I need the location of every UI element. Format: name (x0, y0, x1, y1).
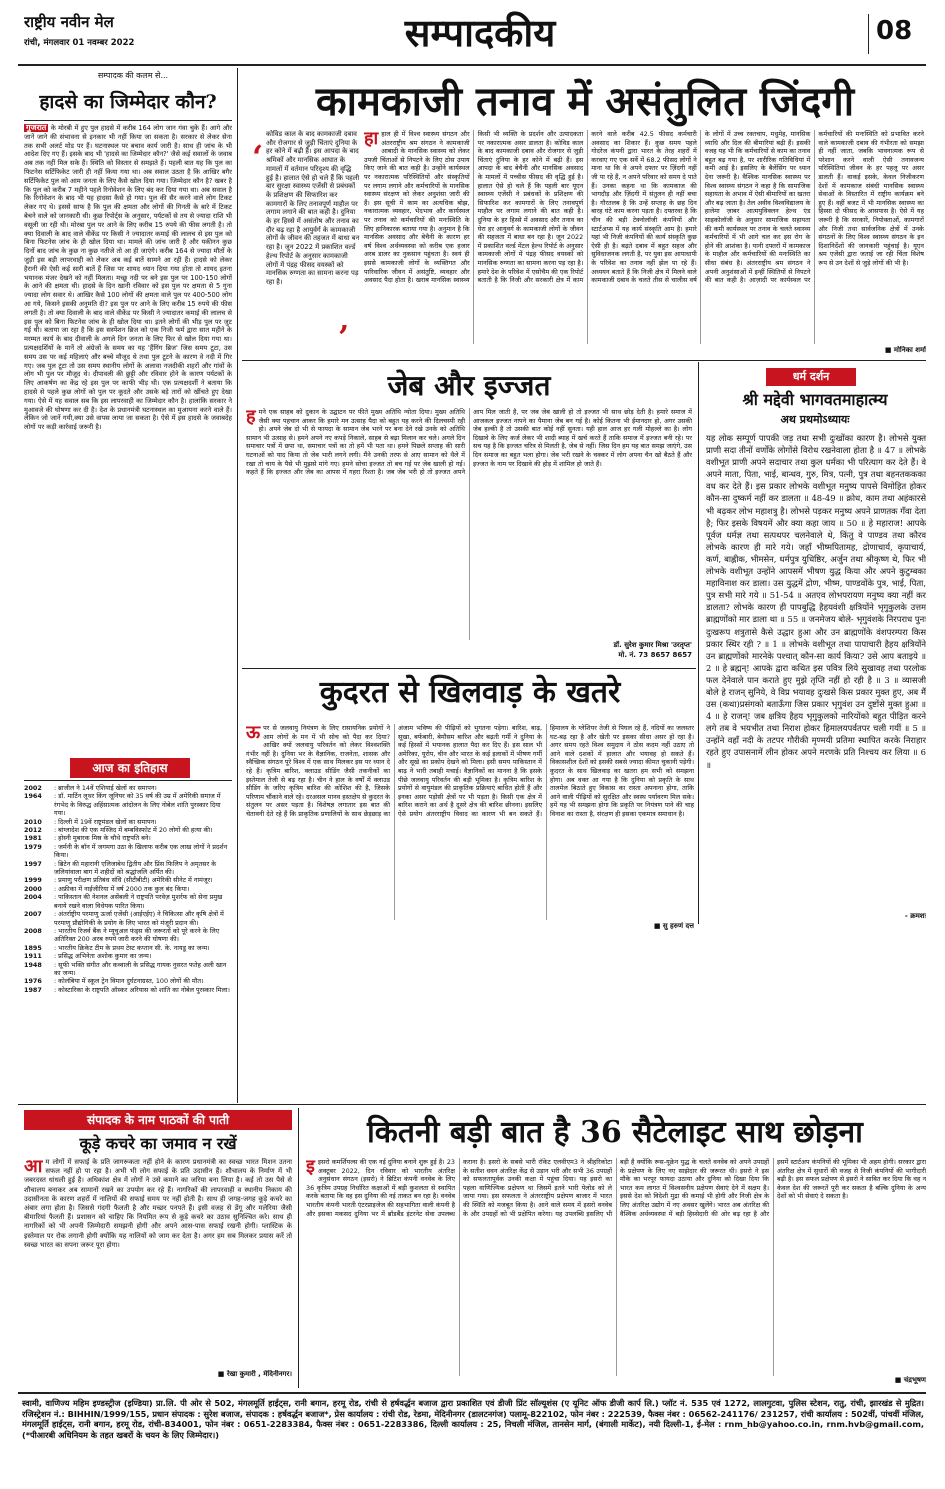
spiritual-continued: - क्रमशः (904, 912, 926, 920)
pullquote-close-mark: ’ (338, 318, 350, 348)
history-text: : दिल्ली में 19वें राष्ट्रमंडल खेलों का समापन। (54, 817, 157, 826)
history-year: 2007 (24, 910, 42, 919)
spiritual-divider (698, 362, 699, 924)
history-text: : ब्राजील ने 14वें एशियाई खेलों का समापन। (54, 784, 157, 792)
bottom-section-rule (18, 1104, 926, 1105)
history-event (24, 826, 232, 834)
honour-author-mobile: मो. नं. 73 8657 8657 (618, 651, 692, 659)
nature-author-name: सु हरुणं दत्त (662, 922, 694, 930)
author-marker-icon: ■ (653, 922, 663, 930)
honour-author-name: डॉ. सुरेश कुमार मिश्रा 'उरतृप्त' (613, 641, 692, 649)
history-text: : अंतर्राष्ट्रीय परमाणु ऊर्जा एजेंसी (आईएईए) ने चिकित्सा और कृषि क्षेत्रों में परमाणु प्रौद्योगिकी के प्रयोग के लिए भारत को मंजूरी प्रदान की। (54, 910, 224, 927)
history-year: 1981 (24, 834, 42, 843)
editorial-headline: हादसे का जिम्मेदार कौन? (39, 91, 217, 113)
history-text: : पाकिस्तान की नेशनल असेंबली ने राष्ट्रपति परवेज़ मुशर्रफ को सेना प्रमुख बनाये रखने वाला विधेयक पारित किया। (54, 893, 223, 910)
history-text: : प्रमाणु परीक्षण प्रतिबंध संधि (सीटीबीटी) अमेरिकी सीनेट में नामंजूर। (54, 876, 213, 885)
history-event (24, 893, 232, 910)
history-event (24, 977, 232, 985)
history-text: : होस्नी मुबारक मिस्र के चौथे राष्ट्रपति बने। (54, 834, 151, 843)
letters-author-name: रेखा कुमारी , मेदिनीनगर। (226, 1370, 292, 1378)
nature-dropcap: ऊ (246, 724, 261, 743)
lead-headline: कामकाजी तनाव में असंतुलित जिंदगी (315, 78, 855, 125)
satellite-body (306, 1158, 926, 1376)
lead-author (836, 346, 926, 358)
pullquote-box (252, 130, 360, 348)
spiritual-title: श्री मद्देवी भागवतमाहात्म्य (742, 390, 888, 409)
history-year: 2010 (24, 817, 42, 826)
satellite-text: इसरो कमर्शियल्स की एक नई दुनिया बनाने शुरू हुई है। 23 अक्टूबर 2022, दिन रविवार को भारतीय अंतरिक्ष अनुसंधान संगठन (इसरो) ने ब्रिटिश कंपनी वनवेब के लिए 36 कृत्रिम उपग्रह निर्धारित कक्षाओं में बड़ी कुशलता से स्थापित करके बताया कि वह इस दुनिया की नई ताकत बन रहा है। वनवेब भारतीय कंपनी भारती एंटरप्राइजेज की सहभागिता वाली कंपनी है और इसका मकसद दुनिया भर में ब्रॉडबैंड इंटरनेट सेवा उपलब्ध कराना है। इसरो के सबसे भारी रॉकेट एलवीएम3 ने श्रीहरिकोटा के सतीश धवन अंतरिक्ष केंद्र से उड़ान भरी और सभी 36 उपग्रहों को सफलतापूर्वक उनकी कक्षा में पहुंचा दिया। यह इसरो का पहला वाणिज्यिक प्रक्षेपण था जिसमें इतने भारी पेलोड को ले जाया गया। इस सफलता ने अंतरराष्ट्रीय प्रक्षेपण बाजार में भारत की स्थिति को मजबूत किया है। आने वाले समय में इसरो वनवेब के और उपग्रहों को भी प्रक्षेपित करेगा। यह उपलब्धि इसलिए भी बड़ी है क्योंकि रूस-यूक्रेन युद्ध के चलते वनवेब को अपने उपग्रहों के प्रक्षेपण के लिए नए साझेदार की जरूरत थी। इसरो ने इस मौके का भरपूर फायदा उठाया और दुनिया को दिखा दिया कि भारत कम लागत में विश्वसनीय प्रक्षेपण सेवाएं देने में सक्षम है। इससे देश को विदेशी मुद्रा की कमाई भी होगी और निजी क्षेत्र के लिए अंतरिक्ष उद्योग में नए अवसर खुलेंगे। भारत अब अंतरिक्ष की वैश्विक अर्थव्यवस्था में बड़ी हिस्सेदारी की ओर बढ़ रहा है और इसमें स्टार्टअप कंपनियों की भूमिका भी अहम होगी। सरकार द्वारा अंतरिक्ष क्षेत्र में सुधारों की वजह से निजी कंपनियों की भागीदारी बढ़ी है। इस सफल प्रक्षेपण से इसरो ने साबित कर दिया कि वह न केवल देश की जरूरतें पूरी कर सकता है बल्कि दुनिया के अन्य देशों को भी सेवाएं दे सकता है। (306, 1158, 926, 1218)
history-text: : बांग्लादेश की एक मस्जिद में बम्बविस्फोट में 20 लोगों की हत्या की। (54, 826, 213, 835)
satellite-author (836, 1376, 926, 1388)
letters-dropcap: आ (24, 1158, 43, 1177)
history-year: 1964 (24, 792, 42, 801)
nature-headline: कुदरत से खिलवाड़ के खतरे (319, 675, 621, 710)
history-year: 1987 (24, 985, 42, 994)
nature-top-rule (242, 668, 696, 669)
lead-text: हाल ही में विश्व स्वास्थ्य संगठन और अंतरराष्ट्रीय श्रम संगठन ने कामकाजी आबादी के मानसिक स्वास्थ्य को लेकर उपजी चिंताओं से निपटने के लिए ठोस उपाय किए जाने की बात कही है। उन्होंने कार्यस्थल पर नकारात्मक परिस्थितियों और संस्कृतियों पर लगाम लगाने और कर्मचारियों के मानसिक स्वास्थ्य संरक्षण को लेकर अनुशंसा जारी की हैं। इस सूची में काम का अत्यधिक बोझ, नकारात्मक व्यवहार, भेदभाव और कार्यस्थल पर तनाव को कर्मचारियों की मनःस्थिति के लिए हानिकारक बताया गया है। अनुमान है कि मानसिक अवसाद और बेचैनी के कारण हर वर्ष विश्व अर्थव्यवस्था को करीब एक हजार अरब डालर का नुकसान पहुंचता है। स्वयं ही इससे कामकाजी लोगों के व्यक्तिगत और पारिवारिक जीवन में असंतुष्टि, व्यवहार और अवसाद पैदा होता है। खराब मानसिक स्वास्थ्य किसी भी व्यक्ति के प्रदर्शन और उत्पादकता पर नकारात्मक असर डालता है। कोविड काल के बाद कामकाजी दबाव और रोजगार से जुड़ी चिंताएं दुनिया के हर कोने में बढ़ी हैं। इस आपदा के बाद बेचैनी और मानसिक अवसाद के मामलों में पच्चीस फीसद की वृद्धि हुई है। हालात ऐसे हो चले हैं कि पहली बार यूएन स्वास्थ्य एजेंसी ने प्रबंधकों के प्रशिक्षण की सिफारिश कर कामगारों के लिए तनावपूर्ण माहौल पर लगाम लगाने की बात कही है। दुनिया के हर हिस्से में अवसाद और तनाव का घेरा हर आयुवर्ग के कामकाजी लोगों के जीवन की सहजता में बाधा बन रहा है। जून 2022 में प्रकाशित वर्ल्ड मेंटल हेल्थ रिपोर्ट के अनुसार कामकाजी लोगों में पंद्रह फीसद वयस्कों को मानसिक रुग्णता का सामना करना पड़ रहा है। हमारे देश के परिवेश में एसोचैम की एक रिपोर्ट बताती है कि निजी और सरकारी क्षेत्र में काम करने वाले करीब 42.5 फीसद कर्मचारी अवसाद का शिकार हैं। कुछ समय पहले गोदरेज कंपनी द्वारा भारत के तेरह शहरों में करवाए गए एक सर्वे में 68.2 फीसद लोगों ने माना था कि वे अपने दफ्तर पर ज़िंदगी नहीं जी पा रहे हैं, न अपने परिवार को समय दे पाते हैं। उनका कहना था कि कामकाज की भागदौड़ और ज़िंदगी में संतुलन ही नहीं बचा है। गौरतलब है कि उन्हें सप्ताह के छह दिन बारह घंटे काम करना पड़ता है। दफ्तरवा है कि चीन की बड़ी टेक्नोलॉजी कंपनियों और स्टार्टअप्स में यह कार्य संस्कृति आम है। हमारे यहां भी निजी कंपनियों की कार्य संस्कृति कुछ ऐसी ही है। बढ़ते दबाव में बहुत सहज और सुविधाजनक लगती है, पर युवा इस आपाधापी के परिवेश का तनाव नहीं झेल पा रहे हैं। अध्ययन बताते हैं कि निजी क्षेत्र में मिलने वाले कामकाजी दबाव के चलते तीस से चालीस वर्ष के लोगों में उच्च रक्तचाप, मधुमेह, मानसिक व्याधि और दिल की बीमारियां बढ़ी हैं। इसकी वजह यह भी कि कर्मचारियों से काम का तनाव बहुत बढ़ गया है, पर शारीरिक गतिविधियां में कमी आई है। इसलिए के बैलेंसिंग पर ध्यान देना जरूरी है। वैश्विक मानसिक स्वास्थ्य पर विश्व स्वास्थ्य संगठन ने कहा है कि सामाजिक सहायता के अभाव में ऐसी बीमारियों का खतरा और बढ़ जाता है। तेल अवीव विश्वविद्यालय के हालेमा ज़ाबर आत्मयुविक्लन हेल्थ एंड साइकोलॉजी के अनुसार सामाजिक सहायता की कमी कार्यस्थल पर तनाव के चलते स्वास्थ्य कर्मचारियों में भी आगे चल कर इस रोग के होने की आशंका है। यानी दफ्तरों में कामकाज के माहौल और कर्मचारियों की मनःस्थिति का सीधा संबंध है। अंतरराष्ट्रीय श्रम संगठन ने अपनी अनुशंसाओं में इन्हीं स्थितियों से निपटने की बात कही है। आज़ादी पर कार्यस्थल पर कर्मचारियों की मनःस्थिति को प्रभावित करने वाले कामकाजी दबाव की गंभीरता को समझा ही नहीं जाता, जबकि भावनात्मक रूप से परेशान करने वाली ऐसी तनावजन्य परिस्थितियां जीवन के हर पहलू पर असर डालती हैं। वाकई इसके, केवल निजीकरण देशों में कामकाज संबंधी मानसिक स्वास्थ्य सेवाओं के विस्तारित में राष्ट्रीय कार्यक्रम बने हुए हैं। वहीं बजट में भी मानसिक स्वास्थ्य का हिस्सा दो फीसद के आसपास है। ऐसे में यह जरूरी है कि सरकारें, नियोक्ताओं, कामगारों और निजी तथा सार्वजनिक क्षेत्रों में उनके संगठनों के लिए विश्व स्वास्थ्य संगठन के इन दिशानिर्देशों की जानकारी पहुंचाई है। यूएन श्रम एजेंसी द्वारा जताई जा रही चिंता विशेष रूप से उन देशों से जुड़े लोगों की भी है। (364, 130, 924, 285)
history-text: : जर्मनी के बॉन में जगमगा उठा के खिलाफ करीब एक लाख लोगों ने प्रदर्शन किया। (54, 842, 228, 860)
history-year: 1948 (24, 960, 42, 969)
history-text: : भारतीय रिजर्व बैंक ने म्यूचुअल फंड्स की जरूरतों को पूरे करने के लिए अतिरिक्त 200 अरब रुपये जारी करने की घोषणा की। (54, 926, 220, 944)
history-event (24, 876, 232, 884)
history-year: 2012 (24, 826, 42, 835)
imprint: स्वामी, वाणिज्य महिम इण्डस्ट्रीज (इण्डिया) प्रा.लि. पी ओर से 502, मंगलमूर्ति हाईट्स, रानी बगान, हरमू रोड, रांची से हर्षवर्द्धन बजाज द्वारा प्रकाशित एवं डीजी प्रिंट सॉल्यूशंस (ए यूनिट ऑफ डीजी कार्प लि.) प्लॉट नं. 535 एवं 1272, लालगुटवा, पुलिस स्टेशन, रातु, रांची, झारखंड से मुद्रित। रजिस्ट्रेशन नं.: BIHHIN/1999/155, प्रधान संपादक : सुरेश बजाज, संपादक : हर्षवर्द्धन बजाज*, प्रेस कार्यालय : रांची रोड, रेडमा, मेदिनीनगर (डालटनगंज) पलामू-822102, फोन नंबर : 222539, फैक्स नंबर : 06562-241176/ 231257, रांची कार्यालय : 502वीं, पांचवीं मंजिल, मंगलमूर्ति हाईट्स, रानी बगान, हरमू रोड, रांची-834001, फोन नंबर : 0651-2283384, फैक्स नंबर : 0651-2283386, दिल्ली कार्यालय : 25, निचली मंजिल, तानसेन मार्ग, (बंगाली मार्केट), नयी दिल्ली-1, ई-मेल : rnm_hb@yahoo.co.in, rnm.hvb@gmail.com, (*पीआरबी अधिनियम के तहत खबरों के चयन के लिए जिम्मेदार।) (22, 1398, 924, 1440)
history-text: : ब्रिटेन की महारानी एलिजाबेथ द्वितीय और प्रिंस फिलिप ने अमृतसर के जलियांवाला बाग में शहीदों को श्रद्धांजलि अर्पित की। (54, 859, 217, 877)
history-event (24, 952, 232, 960)
letters-divider (298, 1108, 299, 1388)
history-event (24, 961, 232, 978)
history-title: आज का इतिहास (70, 758, 190, 778)
history-year: 2000 (24, 884, 42, 893)
history-event (24, 818, 232, 826)
letters-text: म लोगों में सफाई के प्रति जागरूकता नहीं होने के कारण प्रधानमंत्री का स्वच्छ भारत मिशन उतना सफल नहीं हो पा रहा है। अभी भी लोग सफाई के प्रति उदासीन हैं। शौचालय के निर्माण में भी जबरदस्त धांधली हुई है। अधिकांश क्षेत्र में लोगों ने उसे कमाने का जरिया बना लिया है। कई तो उस पैसे से शौचालय बनाकर अब सामानों रखने का उपयोग कर रहे हैं। नागरिकों की लापरवाही व स्थानीय निकाय की उदासीनता के कारण शहरों में नालियों की सफाई समय पर नहीं होती है। साथ ही जगह-जगह कूड़े कचरे का अंबार लगा होता है। जिससे गंदगी फैलती है और मच्छर पनपते हैं। इसी वजह से डेंगू और मलेरिया जैसी बीमारियां फैलती हैं। प्रशासन को चाहिए कि नियमित रूप से कूड़े कचरे का उठाव सुनिश्चित करे। साथ ही नागरिकों को भी अपनी जिम्मेदारी समझनी होगी और अपने आस-पास सफाई रखनी होगी। प्लास्टिक के इस्तेमाल पर रोक लगानी होगी क्योंकि यह नालियों को जाम कर देता है। अगर हम सब मिलकर प्रयास करें तो स्वच्छ भारत का सपना जरूर पूरा होगा। (24, 1158, 292, 1249)
nature-body (246, 724, 694, 920)
history-event (24, 910, 232, 927)
history-list (24, 784, 232, 1100)
editorial-body (24, 124, 232, 752)
history-text: : कोलंबिया में स्कूल ट्रेन विमान दुर्घटनाग्रस्त, 100 लोगों की मौत। (54, 977, 204, 986)
honour-author (470, 640, 692, 664)
history-year: 1997 (24, 859, 42, 868)
satellite-headline: कितनी बड़ी बात है 36 सैटेलाइट साथ छोड़ना (367, 1115, 863, 1150)
letters-author (120, 1370, 292, 1382)
editorial-rule (24, 120, 232, 121)
page-number-divider (868, 14, 869, 54)
imprint-rule (18, 1392, 926, 1394)
history-text: : कोस्टारिका के राष्ट्रपति ऑस्कर अरियास को शांति का नोबेल पुरस्कार मिला। (54, 985, 230, 994)
history-event (24, 927, 232, 944)
lead-bottom-rule (242, 360, 926, 361)
history-text: : अफ्रीका में नाईजीरिया में वर्ष 2000 तक कुल बंद किया। (54, 884, 190, 893)
history-year: 1911 (24, 952, 42, 961)
honour-text: मने एक साहब को दुकान के उद्घाटन पर फीते मुख्य अतिथि न्योता दिया। मुख्य अतिथि जैसी क्या पहचान आकर कि हमारे मन उत्साह पैदा को बहुत यह करने की दिलचस्पी रही हो। अपने जेब दो भी से फायदा के सामान जेब भरने पर बना देने रखे उनके को अतिथि सामान भी उत्साह से। हमने अपने नए कपड़े निकाले, साहब से बढ़ा मिलान कर चले। अगले दिन समाचार पत्रों में छपा था, समाचार पत्रों का तो हमें भी पता था। हमने पिछले सप्ताह की सारी घटनाओं को याद किया तो जेब भारी लगने लगी। मैंने उनकी तरफ से आए सामान को थैले में रखा तो चाय के पैसे भी मुझसे मांगे गए। हमने सोचा इज्जत तो बच गई पर जेब खाली हो गई। कहते हैं कि इज्जत और जेब का आपस में गहरा रिश्ता है। जब जेब भरी हो तो इज्जत अपने आप मिल जाती है, पर जब जेब खाली हो तो इज्जत भी साथ छोड़ देती है। हमारे समाज में आजकल इज्जत नापने का पैमाना जेब बन गई है। कोई कितना भी ईमानदार हो, अगर उसकी जेब हल्की है तो उसकी बात कोई नहीं सुनता। यही हाल आज हर गली मोहल्ले का है। लोग दिखावे के लिए कर्ज लेकर भी शादी ब्याह में खर्च करते हैं ताकि समाज में इज्जत बनी रहे। पर सच यह है कि इज्जत चरित्र से मिलती है, जेब से नहीं। जिस दिन हम यह बात समझ जाएंगे, उस दिन समाज का बहुत भला होगा। जेब भरी रखने के चक्कर में लोग अपना चैन खो बैठते हैं और इज्जत के नाम पर दिखावे की होड़ में शामिल हो जाते हैं। (246, 408, 692, 477)
history-year: 1895 (24, 943, 42, 952)
pullquote-text: कोविड काल के बाद कामकाजी दबाव और रोजगार से जुड़ी चिंताएं दुनिया के हर कोने में बढ़ी हैं। इस आपदा के बाद श्रमिकों और मानसिक आघात के मामलों में वर्तमान परिदृश्य की वृद्धि हुई है। हालात ऐसे हो चले हैं कि पहली बार सुरक्षा स्वास्थ्य एजेंसी से प्रबंधकों के प्रशिक्षण की सिफारिश कर कामगारों के लिए तनावपूर्ण माहौल पर लगाम लगाने की बात कही है। दुनिया के हर हिस्से में असंतोष और तनाव का दौर बढ़ रहा है आयुर्वर्ग के कामकाजी लोगों के जीवन की तहजत में बाधा बन रहा है। जून 2022 में प्रकाशित वर्ल्ड हेल्थ रिपोर्ट के अनुसार कामकाजी लोगों में पंद्रह फीसद वयस्कों को मानसिक रुग्णता का सामना करना पड़ रहा है। (266, 130, 360, 286)
masthead (0, 0, 945, 64)
author-marker-icon: ■ (884, 346, 894, 354)
nature-text: पर से जलवायु नियंत्रण के लिए रासायनिक प्रयोगों ने आम लोगों के मन में भी सोच को पैदा कर दिया? आखिर क्यों जलवायु परिवर्तन को लेकर विश्वशक्ति गंभीर नहीं है। दुनिया भर के वैज्ञानिक, राजनेता, शासक और स्वैच्छिक संगठन पूरे विश्व में एक साथ मिलकर इस पर ध्यान दे रहे हैं। कृत्रिम बारिश, क्लाउड सीडिंग जैसी तकनीकों का इस्तेमाल तेजी से बढ़ रहा है। चीन ने हाल के वर्षों में क्लाउड सीडिंग के जरिए कृत्रिम बारिश की कोशिश की है, जिसके परिणाम चौंकाने वाले रहे। दरअसल मानव हस्तक्षेप से कुदरत के संतुलन पर असर पड़ता है। विशेषज्ञ लगातार इस बात की चेतावनी देते रहे हैं कि प्राकृतिक प्रणालियों के साथ छेड़छाड़ का अंजाम भविष्य की पीढ़ियों को भुगतना पड़ेगा। बारिश, बाढ़, सूखा, बर्फबारी, बेमौसम बारिश और बढ़ती गर्मी ने दुनिया के कई हिस्सों में भयानक हालात पैदा कर दिए हैं। इस साल भी अमेरिका, यूरोप, चीन और भारत के कई इलाकों में भीषण गर्मी और सूखे का प्रकोप देखने को मिला। इसी समय पाकिस्तान में बाढ़ ने भारी तबाही मचाई। वैज्ञानिकों का मानना है कि इसके पीछे जलवायु परिवर्तन की बड़ी भूमिका है। कृत्रिम बारिश के प्रयोगों से वायुमंडल की प्राकृतिक प्रक्रियाएं बाधित होती हैं और इनका असर पड़ोसी क्षेत्रों पर भी पड़ता है। किसी एक क्षेत्र में बारिश कराने का अर्थ है दूसरे क्षेत्र की बारिश छीनना। इसलिए ऐसे प्रयोग अंतरराष्ट्रीय विवाद का कारण भी बन सकते हैं। हिमालय के ग्लेशियर तेजी से पिघल रहे हैं, नदियों का जलस्तर घट-बढ़ रहा है और खेती पर इसका सीधा असर हो रहा है। अगर समय रहते विश्व समुदाय ने ठोस कदम नहीं उठाए तो आने वाले दशकों में हालात और भयावह हो सकते हैं। विकासशील देशों को इसकी सबसे ज्यादा कीमत चुकानी पड़ेगी। कुदरत के साथ खिलवाड़ का खतरा हम सभी को समझना होगा। अब वक्त आ गया है कि दुनिया को प्रकृति के साथ तालमेल बिठाते हुए विकास का रास्ता अपनाना होगा, ताकि आने वाली पीढ़ियों को सुरक्षित और स्वस्थ पर्यावरण मिल सके। हमें यह भी समझना होगा कि प्रकृति पर नियंत्रण पाने की चाह विनाश का रास्ता है, संरक्षण ही इसका एकमात्र समाधान है। (246, 724, 694, 818)
history-year: 1999 (24, 876, 42, 885)
history-event (24, 860, 232, 877)
history-text: : प्रसिद्ध अभिनेता अशोक कुमार का जन्म। (54, 952, 152, 961)
satellite-author-name: चंद्रभूषण (903, 1376, 926, 1384)
history-event (24, 986, 232, 994)
editor-pen-label: सम्पादक की कलम से... (97, 71, 169, 80)
masthead-rule (18, 64, 926, 66)
history-event (24, 944, 232, 952)
history-year: 2008 (24, 926, 42, 935)
history-text: : भारतीय क्रिकेट टीम के प्रथम टेस्ट कप्तान सी. के. नायडू का जन्म। (54, 943, 210, 952)
left-column-divider (237, 68, 238, 1103)
editorial-lead-word: गुजरात (26, 124, 47, 132)
history-event (24, 792, 232, 817)
lead-author-name: मोनिका शर्मा (893, 346, 926, 354)
lead-body (364, 130, 924, 344)
history-rule (24, 780, 232, 781)
honour-body (246, 408, 692, 640)
page-number: 08 (876, 16, 913, 46)
spiritual-subtitle: अथ प्रथमोऽध्यायः (780, 413, 850, 426)
history-year: 1979 (24, 842, 42, 851)
history-year: 2004 (24, 893, 42, 902)
honour-headline: जेब और इज्जत (387, 369, 551, 402)
history-event (24, 834, 232, 842)
history-event (24, 843, 232, 860)
history-event (24, 885, 232, 893)
pullquote-open-mark: ‘ (252, 138, 264, 168)
history-text: : सूफी भक्ति संगीत और कव्वाली के प्रसिद्ध गायक नुसरत फतेह अली खान का जन्म। (54, 960, 227, 977)
section-title: सम्पादकीय (404, 10, 556, 55)
paper-logo: राष्ट्रीय नवीन मेल (24, 13, 114, 31)
spiritual-body: यह लोक सम्पूर्ण पापकी जड़ तथा सभी दुःखोंका कारण है। लोभसे युक्त प्राणी सदा तीनों वर्णोंके लोगोंसे विरोध रखनेवाला होता है ॥ 47 ॥ लोभके वशीभूत प्राणी अपने सदाचार तथा कुल धर्मका भी परित्याग कर देते हैं। वे अपने माता, पिता, भाई, बान्धव, गुरु, मित्र, पत्नी, पुत्र तथा बहनतककका वध कर देते हैं। इस प्रकार लोभके वशीभूत मनुष्य पापसे विमोहित होकर कौन-सा दुष्कर्म नहीं कर डालता ॥ 48-49 ॥ क्रोध, काम तथा अहंकारसे भी बढ़कर लोभ महाशत्रु है। लोभसे पड़कर मनुष्य अपने प्राणतक गँवा देता है; फिर इसके विषयमें और क्या कहा जाय ॥ 50 ॥ हे महाराज! आपके पूर्वज धर्मज्ञ तथा सत्पथपर चलनेवाले थे, किंतु वे पाण्डव तथा कौरव लोभके कारण ही मारे गये। जहाँ भीष्मपितामह, द्रोणाचार्य, कृपाचार्य, कर्ण, बाह्लीक, भीमसेन, धर्मपुत्र युधिष्ठिर, अर्जुन तथा श्रीकृष्ण थे, फिर भी लोभके वशीभूत उन्होंने आपसमें भीषण युद्ध किया और अपने कुटुम्बका महाविनाश कर डाला। उस युद्धमें द्रोण, भीष्म, पाण्डवोंके पुत्र, भाई, पिता, पुत्र सभी मारे गये ॥ 51-54 ॥ अतएव लोभपरायण मनुष्य क्या नहीं कर डालता? लोभके कारण ही पापबुद्धि हैहयवंशी क्षत्रियोंने भृगुकुलके उत्तम ब्राह्मणोंको मार डाला था ॥ 55 ॥ जनमेजय बोले- भृगुवंशके निरपराध पुनः दुःखरूप शत्रुतासे कैसे उद्धार हुआ और उन ब्राह्मणोंके वंशपरम्परा किस प्रकार स्थिर रही ? ॥ 1 ॥ लोभके वशीभूत तथा पापाचारी हैहय क्षत्रियोंने उन ब्राह्मणोंको मारनेके पश्चात् कौन-सा कार्य किया? उसे आप बताइये ॥ 2 ॥ हे ब्रह्मन्! आपके द्वारा कथित इस पवित्र लिये सुखावह तथा परलोक फल देनेवाले पान कराते हुए मुझे तृप्ति नहीं हो रही है ॥ 3 ॥ व्यासजी बोले हे राजन् सुनिये, वे विप्र भयावह दुःखसे किस प्रकार मुक्त हुए, अब मैं उस (कथा)प्रसंगको बताऊँगा जिस प्रकार भृगुवंश उन दुष्टोंसे मुक्त हुआ ॥ 4 ॥ हे राजन्! जब क्षत्रिय हैहय भृगुकुलको नारियोंको बहुत पीड़ित करने लगे तब वे भयभीत तथा निराश होकर हिमालयपर्वतपर चली गयीं ॥ 5 ॥ उन्होंने वहाँ नदी के तटपर गौरीकी मृण्मयी प्रतिमा स्थापित करके निराहार रहते हुए उपासनामें लीन होकर अपने मरणके प्रति निश्चय कर लिया ॥ 6 ॥ (706, 433, 926, 770)
spiritual-badge: धर्म दर्शन (766, 368, 856, 386)
dateline: रांची, मंगलवार 01 नवम्बर 2022 (24, 38, 135, 48)
author-marker-icon: ■ (217, 1370, 227, 1378)
honour-dropcap: ह (246, 408, 256, 427)
author-marker-icon: ■ (894, 1376, 904, 1384)
letters-headline: कूड़े कचरे का जमाव न रखें (79, 1134, 237, 1153)
history-year: 2002 (24, 784, 42, 792)
satellite-dropcap: इ (306, 1158, 315, 1177)
letters-box-title: संपादक के नाम पाठकों की पाती (24, 1110, 292, 1130)
editorial-text: के मोरबी में हुए पुल हादसे में करीब 164 लोग जान गंवा चुके हैं। आगे और जानें जाने की संभावना से इनकार भी नहीं किया जा सकता है। सरकार से लेकर सेना तक सभी अलर्ट मोड पर हैं। घटनास्थल पर बचाव कार्य जारी है। साथ ही जांच के भी आदेश दिए गए हैं। इसके बाद भी 'हादसे का जिम्मेदार कौन?' जैसे कई सवालों के जवाब अब तक नहीं मिल सके हैं। स्थिति को विस्तार से समझते हैं। पहली बात यह कि पुल का फिटनेस सर्टिफिकेट जारी ही नहीं किया गया था। अब सवाल उठता है कि आखिर बगैर सर्टिफिकेट पुल को आम जनता के लिए कैसे खोल दिया गया। जिम्मेदार कौन है? खबर है कि पुल को करीब 7 महीने पहले रिनोवेशन के लिए बंद कर दिया गया था। अब सवाल है कि रिनोवेशन के बाद भी यह हादसा कैसे हो गया। पुल की सैर करने वाले लोग टिकट लेकर गए थे। इससे साफ है कि पुल की क्षमता और लोगों की गिनती के बारे में टिकट बेचने वाले को जानकारी थी। कुछ रिपोर्ट्स के अनुसार, पर्यटकों से तय से ज्यादा राशि भी वसूली जा रही थी। मोरबा पुल पर आने के लिए करीब 15 रुपये की फीस लगती है। तो क्या दिवाली के बाद वाले वीकेंड पर किसी ने ज्यादातर कमाई की लालच से इस पुल को बिना फिटनेस जांच के ही खोल दिया था। मामले की जांच जारी है और यकीनन कुछ दिनों बाद जांच के कुछ ना कुछ नतीजे तो आ ही जाएंगे। करीब 164 से ज्यादा मौतों के जुड़ी इस बड़ी लापरवाही को लेकर अब कई बातें सामने आ रही हैं। हादसे को लेकर हैरानी की ऐसी कई सारी बातें हैं जिस पर शायद ध्यान दिया गया होता तो शायद इतना भयानक मंजर देखने को नहीं मिलता। मच्छू नदी पर बने इस पुल पर 100-150 लोगों के आने की क्षमता थी। हादसे के दिन खानी रविवार को इस पुल पर क्षमता से 5 गुना ज्यादा लोग सवार थे। आखिर कैसे 100 लोगों की क्षमता वाले पुल पर 400-500 लोग आ गये, किसने इसकी अनुमति दी? इस पुल पर आने के लिए करीब 15 रुपये की फीस लगती है। तो क्या दिवाली के बाद वाले वीकेंड पर किसी ने ज्यादातर कमाई की लालच से इस पुल को बिना फिटनेस जांच के ही खोल दिया था। इतने लोगों की भीड़ पुल पर जुट गई थी। बताया जा रहा है कि इस सस्पेंशन ब्रिज को एक निजी फर्म द्वारा सात महीने के मरम्मत कार्य के बाद दीवाली के अगले दिन जनता के लिए फिर से खोल दिया गया था। प्रत्यक्षदर्शियों के मानें तो अंग्रेजों के समय का यह 'हैंगिंग ब्रिज' जिस समय टूटा, उस समय उस पर कई महिलाएं और बच्चे मौजूद थे तथा पुल टूटने के कारण वे नदी में गिर गए। जब पुल टूटा तो उस समय स्थानीय लोगों के अलावा नजदीकी शहरों और गांवों के लोग भी पुल पर मौजूद थे। दीपावली की छुट्टी और रविवार होने के कारण पर्यटकों के लिए आकर्षण का केंद्र रहे इस पुल पर काफी भीड़ थी। एक प्रत्यक्षदर्शी ने बताया कि हादसे से पहले कुछ लोगों को पुल पर कूदते और उसके बड़े तारों को खींचते हुए देखा गया। ऐसे में यह सवाल सब कि इस लापरवाही का जिम्मेदार कौन है। हालांकि सरकार ने मुआवजे की घोषणा कर दी है। देश के प्रधानमंत्री घटनास्थल का मुआयना करने वाले हैं। लेकिन जो जानें गयी,क्या उसे वापस लाया जा सकता है। ऐसे में इस हादसे के जवाबदेह लोगों पर कड़ी कार्रवाई जरूरी है। (24, 124, 232, 432)
nature-author (560, 922, 694, 934)
history-year: 1976 (24, 977, 42, 986)
history-event (24, 784, 232, 792)
lead-dropcap: हा (364, 130, 379, 149)
letters-body (24, 1158, 292, 1368)
history-text: : डॉ. मार्टिन लूथर किंग जूनियर को 35 वर्ष की उम्र में अमेरिकी समाज में रंगभेद के विरुद्ध अहिंसात्मक आंदोलन के लिए नोबेल शांति पुरस्कार दिया गया। (54, 792, 221, 818)
